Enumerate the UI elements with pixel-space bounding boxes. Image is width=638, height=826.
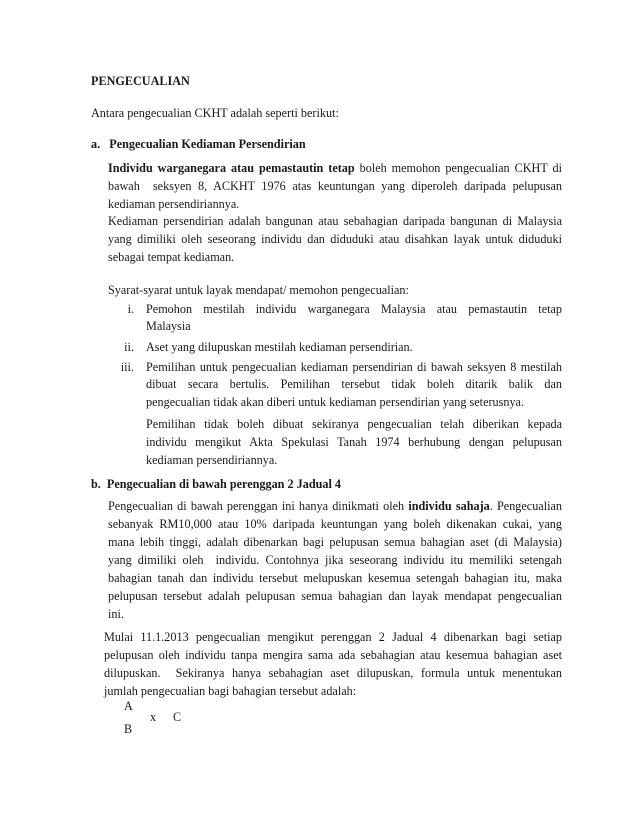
formula-multiplier: C (173, 710, 182, 724)
section-b-para2-line: jumlah pengecualian bagi bahagian tersebut adalah: (104, 684, 357, 698)
section-b-para1-line: pelupusan tersebut adalah pelupusan semua bahagian dan layak mendapat pengecualian (108, 589, 562, 603)
formula-denominator: B (124, 722, 133, 736)
section-b-para1-line: bahagian tanah dan individu tersebut melupuskan kesemua setengah bahagian itu, maka (108, 571, 562, 585)
section-b-para2-line: pelupusan oleh individu tanpa mengira sama ada sebahagian atau kesemua bahagian aset (104, 648, 562, 662)
section-b-para1-line: sebanyak RM10,000 atau 10% daripada keuntungan yang boleh dikenakan cukai, yang (108, 517, 562, 531)
section-a-para2-line2: yang dimiliki oleh seseorang individu dan diduduki atau disahkan layak untuk diduduki (108, 232, 562, 246)
section-b-para1-line1 (108, 497, 562, 515)
para1-post-text: . Pengecualian (489, 499, 562, 513)
list-item-text: Aset yang dilupuskan mestilah kediaman persendirian. (146, 340, 413, 354)
section-b-para1-line: ini. (108, 607, 124, 621)
section-b-para2-line: Mulai 11.1.2013 pengecualian mengikut perenggan 2 Jadual 4 dibenarkan bagi setiap (104, 630, 562, 644)
formula-numerator: A (124, 699, 133, 713)
list-item-number: ii. (124, 340, 134, 354)
para1-rest-text: boleh memohon pengecualian CKHT di (354, 161, 562, 175)
intro-text: Antara pengecualian CKHT adalah seperti berikut: (91, 106, 339, 120)
section-a-para2-line1: Kediaman persendirian adalah bangunan atau sebahagian daripada bangunan di Malaysia (108, 214, 562, 228)
para1-bold-text: Individu warganegara atau pemastautin tetap (108, 161, 355, 175)
section-a-heading: a. Pengecualian Kediaman Persendirian (91, 137, 306, 151)
list-item-text: Malaysia (146, 319, 191, 333)
list-item-extra-text: Pemilihan tidak boleh dibuat sekiranya pengecualian telah diberikan kepada (146, 417, 562, 431)
section-a-para1-line2: bawah seksyen 8, ACKHT 1976 atas keuntungan yang diperoleh daripada pelupusan (108, 179, 562, 193)
list-item-number: iii. (120, 360, 134, 374)
page-title: PENGECUALIAN (91, 74, 190, 88)
para1-bold-text: individu sahaja (408, 499, 490, 513)
list-item-number: i. (127, 302, 134, 316)
section-a-para1-line3: kediaman persendiriannya. (108, 197, 240, 211)
section-b-para1-line: yang dimiliki oleh individu. Contohnya jika seseorang individu itu memiliki setengah (108, 553, 562, 567)
section-a-para1-line1 (108, 159, 562, 177)
section-a-para2-line3: sebagai tempat kediaman. (108, 250, 235, 264)
list-item-text: Pemilihan untuk pengecualian kediaman persendirian di bawah seksyen 8 mestilah (146, 360, 562, 374)
list-item-text: Pemohon mestilah individu warganegara Malaysia atau pemastautin tetap (146, 302, 562, 316)
conditions-intro: Syarat-syarat untuk layak mendapat/ memohon pengecualian: (108, 283, 409, 297)
section-b-para2-line: dilupuskan. Sekiranya hanya sebahagian aset dilupuskan, formula untuk menentukan (104, 666, 562, 680)
list-item-extra-text: kediaman persendiriannya. (146, 453, 278, 467)
para1-pre-text: Pengecualian di bawah perenggan ini hanya dinikmati oleh (108, 499, 409, 513)
list-item-text: pengecualian tidak akan diberi untuk kediaman persendirian yang seterusnya. (146, 395, 525, 409)
list-item-extra-text: individu mengikut Akta Spekulasi Tanah 1974 berhubung dengan pelupusan (146, 435, 562, 449)
section-b-heading: b. Pengecualian di bawah perenggan 2 Jadual 4 (91, 477, 342, 491)
section-b-para1-line: mana lebih tinggi, adalah dibenarkan bagi pelupusan semua bahagian aset (di Malaysia) (108, 535, 562, 549)
list-item-text: dibuat secara bertulis. Pemilihan tersebut tidak boleh ditarik balik dan (146, 377, 562, 391)
formula-times-sign: x (150, 710, 157, 724)
